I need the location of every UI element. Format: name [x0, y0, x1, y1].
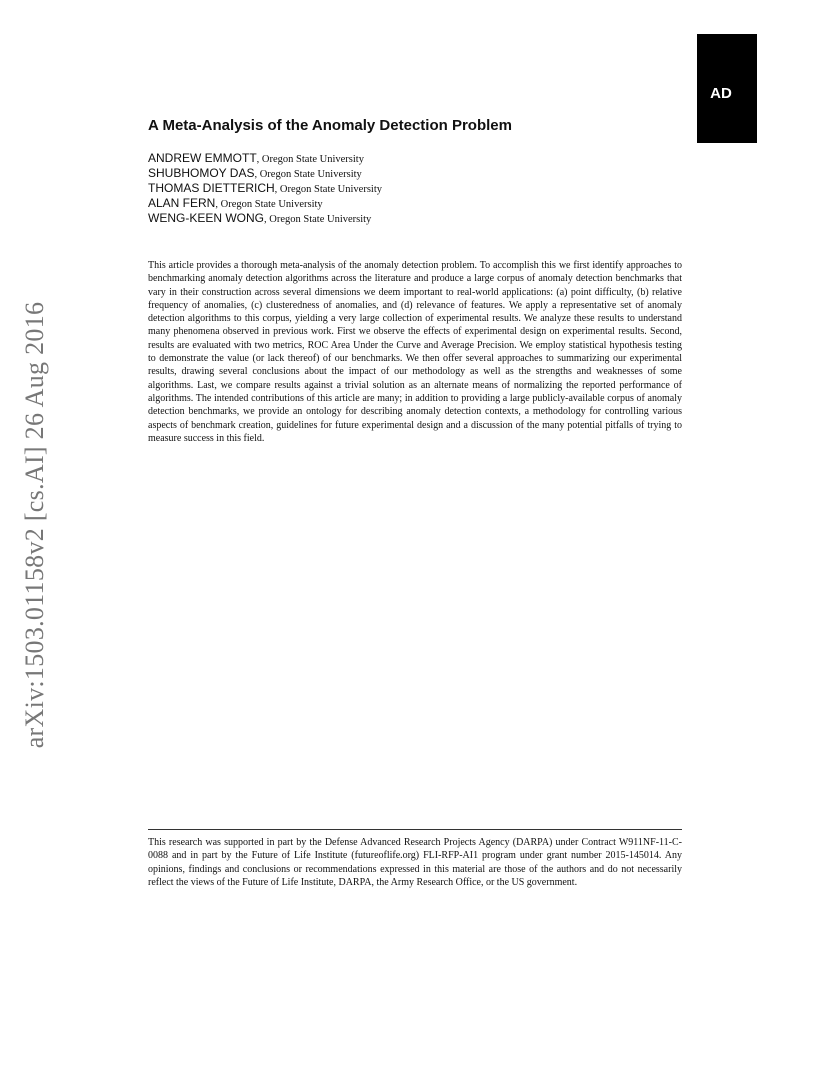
journal-section-label: AD [710, 85, 732, 102]
author-entry [148, 180, 382, 195]
author-list [148, 150, 382, 225]
arxiv-identifier-stamp: arXiv:1503.01158v2 [cs.AI] 26 Aug 2016 [20, 301, 49, 749]
author-affiliation: , Oregon State University [264, 214, 372, 225]
journal-section-tab [697, 34, 757, 143]
author-name: SHUBHOMOY DAS [148, 166, 255, 180]
paper-title: A Meta-Analysis of the Anomaly Detection Problem [148, 117, 512, 134]
author-affiliation: , Oregon State University [215, 199, 323, 210]
author-entry [148, 150, 382, 165]
author-entry [148, 195, 382, 210]
author-name: WENG-KEEN WONG [148, 211, 264, 225]
abstract: This article provides a thorough meta-analysis of the anomaly detection problem. To accomplish this we first identify approaches to benchmarking anomaly detection algorithms across the literature and produce a large corpus of anomaly detection benchmarks that vary in their construction across several dimensions we deem important to real-world applications: (a) point difficulty, (b) relative frequency of anomalies, (c) clusteredness of anomalies, and (d) relevance of features. We apply a representative set of anomaly detection algorithms to this corpus, yielding a very large collection of experimental results. We analyze these results to understand many phenomena observed in previous work. First we observe the effects of experimental design on experimental results. Second, results are evaluated with two metrics, ROC Area Under the Curve and Average Precision. We employ statistical hypothesis testing to demonstrate the value (or lack thereof) of our benchmarks. We then offer several approaches to summarizing our experimental results, drawing several conclusions about the impact of our methodology as well as the strengths and weaknesses of some algorithms. Last, we compare results against a trivial solution as an alternate means of normalizing the reported performance of algorithms. The intended contributions of this article are many; in addition to providing a large publicly-available corpus of anomaly detection benchmarks, we provide an ontology for describing anomaly detection contexts, a methodology for controlling various aspects of benchmark creation, guidelines for future experimental design and a discussion of the many potential pitfalls of trying to measure success in this field. [148, 260, 682, 444]
author-name: ANDREW EMMOTT [148, 151, 257, 165]
funding-footnote: This research was supported in part by the Defense Advanced Research Projects Agency (DARPA) under Contract W911NF-11-C-0088 and in part by the Future of Life Institute (futureoflife.org) FLI-RFP-AI1 program under grant number 2015-145014. Any opinions, findings and conclusions or recommendations expressed in this material are those of the authors and do not necessarily reflect the views of the Future of Life Institute, DARPA, the Army Research Office, or the US government. [148, 837, 682, 888]
author-affiliation: , Oregon State University [274, 184, 382, 195]
author-entry [148, 210, 382, 225]
author-affiliation: , Oregon State University [256, 154, 364, 165]
footnote-divider [148, 829, 682, 830]
author-name: ALAN FERN [148, 196, 216, 210]
author-affiliation: , Oregon State University [254, 169, 362, 180]
author-entry [148, 165, 382, 180]
author-name: THOMAS DIETTERICH [148, 181, 275, 195]
